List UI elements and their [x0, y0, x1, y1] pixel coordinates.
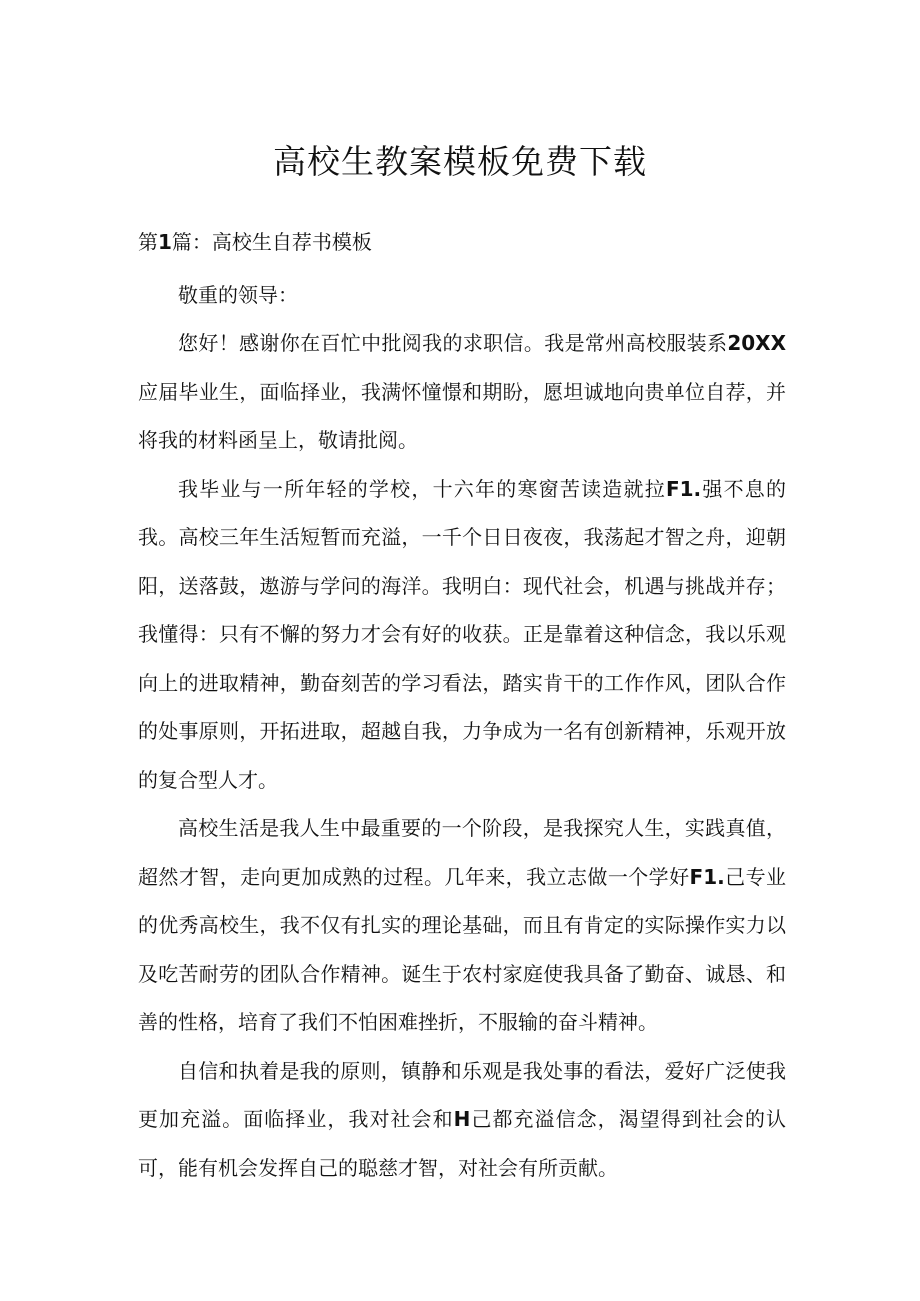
section-number: 1: [158, 230, 172, 254]
paragraph-3: [138, 804, 786, 1047]
salutation: 敬重的领导：: [178, 282, 298, 307]
section-heading-prefix: 第: [138, 230, 158, 254]
paragraph-4-part-a: 自信和执着是我的原则，镇静和乐观是我处事的看法，爱好广泛使我更加充溢。面临择业，我对社会和: [138, 1058, 786, 1131]
paragraph-4-mark: H: [453, 1107, 471, 1131]
paragraph-2-part-b: 强不息的我。高校三年生活短暂而充溢，一千个日日夜夜，我荡起才智之舟，迎朝阳，送落鼓，遨游与学问的海洋。我明白：现代社会，机遇与挑战并存；我懂得：只有不懈的努力才会有好的收获。正是靠着这种信念，我以乐观向上的进取精神，勤奋刻苦的学习看法，踏实肯干的工作作风，团队合作的处事原则，开拓进取，超越自我，力争成为一名有创新精神，乐观开放的复合型人才。: [138, 476, 787, 792]
section-heading: [138, 218, 786, 267]
document-body: [138, 218, 786, 1192]
paragraph-1-part-a: 您好！感谢你在百忙中批阅我的求职信。我是常州高校服装系: [178, 331, 728, 355]
paragraph-1: [138, 319, 786, 465]
paragraph-2-mark: F1.: [665, 476, 702, 501]
paragraph-4: [138, 1047, 786, 1193]
paragraph-2-part-a: 我毕业与一所年轻的学校，十六年的寒窗苦读造就拉: [178, 476, 666, 501]
document-title: 高校生教案模板免费下载: [273, 142, 647, 181]
paragraph-3-part-a: 高校生活是我人生中最重要的一个阶段，是我探究人生，实践真值，超然才智，走向更加成熟的过程。几年来，我立志做一个学好: [138, 816, 786, 889]
paragraph-4-part-b: 己都充溢信念，渴望得到社会的认可，能有机会发挥自己的聪慈才智，对社会有所贡献。: [138, 1107, 786, 1180]
paragraph-1-part-b: 应届毕业生，面临择业，我满怀憧憬和期盼，愿坦诚地向贵单位自荐，并将我的材料函呈上，敬请批阅。: [138, 379, 786, 452]
section-heading-suffix: 篇：高校生自荐书模板: [171, 230, 372, 254]
paragraph-1-year: 20XX: [727, 331, 786, 355]
paragraph-3-mark: F1.: [689, 864, 725, 889]
paragraph-2: [138, 465, 786, 805]
paragraph-3-part-b: 己专业的优秀高校生，我不仅有扎实的理论基础，而且有肯定的实际操作实力以及吃苦耐劳的团队合作精神。诞生于农村家庭使我具备了勤奋、诚恳、和善的性格，培育了我们不怕困难挫折，不服输的奋斗精神。: [138, 864, 787, 1034]
